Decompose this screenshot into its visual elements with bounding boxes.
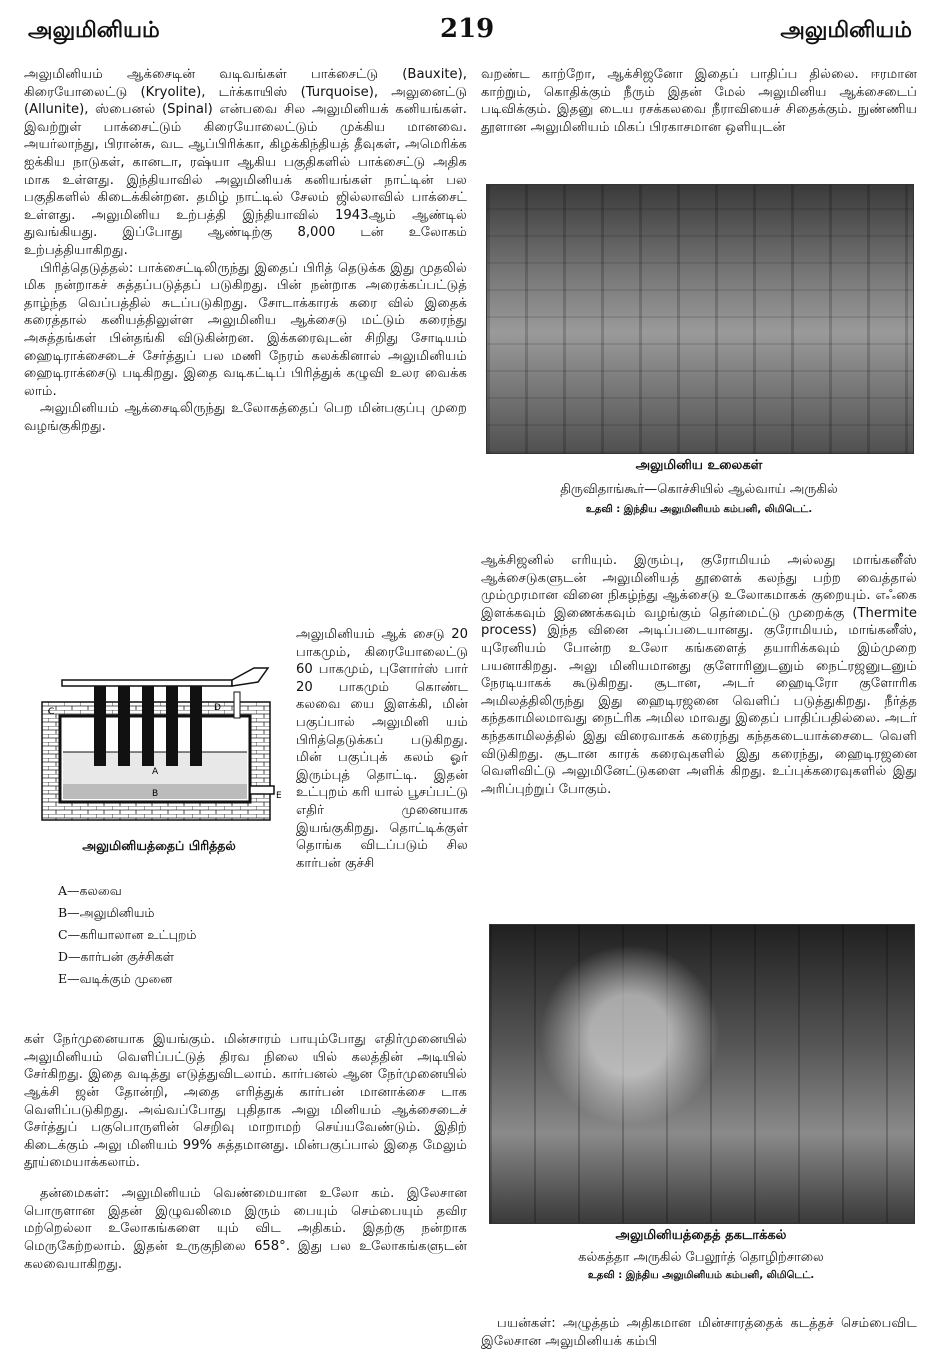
- paragraph-reactions: ஆக்சிஜனில் எரியும். இரும்பு, குரோமியம் அல்லது மாங்கனீஸ் ஆக்சைடுகளுடன் அலுமினியத் தூளைக் கலந்து பற்ற வைத்தால் மும்முரமான வினை நிகழ்ந்து ஆக்சைடு உலோகமாகக் குறையும். எஃகை இளக்கவும் இணைக்கவும் வழங்கும் தெர்மைட்டு முறைக்கு (Thermite process) இந்த வினை அடிப்படையானது. குரோமியம், மாங்கனீஸ், யுரேனியம் போன்ற உலோ கங்களைத் தயாரிக்கவும் இம்முறை பயனாகிறது. அலு மினியமானது குளோரினுடனும் நைட்ரஜனுடனும் நேரடியாகக் கூடுகிறது. சூடான, அடர் ஹைடிரோ குளோரிக அமிலத்திலிருந்து இது ஹைடிரஜனை வெளிப் படுத்துகிறது. நீர்த்த கந்தகாமிலமாவது நைட்ரிக அமில மாவது இதைப் பாதிப்பதில்லை. அடர் கந்தகாமிலத்தில் இது விரைவாகக் கரைந்து கந்தகடையாக்சைடை வெளி விடுகிறது. சூடான காரக் கரைவுகளில் இது கரைந்து, ஹைடிரஜனை வெளிவிட்டு அலுமினேட்டுகளை அளிக் கிறது. உப்புக்கரைவுகளில் இது அரிப்புற்றுப் போகும்.: [481, 553, 917, 797]
- running-title-right: அலுமினியம்: [780, 18, 912, 43]
- diagram-label-c: C: [48, 707, 55, 717]
- page-header: [0, 14, 942, 54]
- photo1-credit: உதவி : இந்திய அலுமினியம் கம்பனி, லிமிடெட்.: [585, 504, 813, 515]
- right-column-middle: [481, 552, 917, 798]
- diagram-legend: [58, 880, 196, 990]
- left-column-lower: [24, 1018, 467, 1286]
- diagram-label-d: D: [214, 703, 221, 713]
- rolling-photo: [489, 924, 915, 1224]
- paragraph-properties: தன்மைகள்: அலுமினியம் வெண்மையான உலோ கம். இலேசான பொருளான இதன் இழுவலிமை இரும் பையும் செம்பையும் தவிர மற்றெல்லா உலோகங்களை யும் விட அதிகம். இதற்கு நன்றாக மெருகேற்றலாம். இதன் உருகுநிலை 658°. இது பல உலோகங்களுடன் கலவையாகிறது.: [24, 1186, 467, 1272]
- paragraph-electrolysis-narrow: அலுமினியம் ஆக் சைடு 20 பாகமும், கிரையோலைட்டு 60 பாகமும், புளோர்ஸ் பார் 20 பாகமும் கொண்ட கலவை யை இளக்கி, மின் பகுப்பால் அலுமினி யம் பிரித்தெடுக்கப் படுகிறது. மின் பகுப்புக் கலம் ஓர் இரும்புத் தொட்டி. இதன் உட்புறம் கரி யால் பூசப்பட்டு எதிர் முனையாக இயங்குகிறது. தொட்டிக்குள் தொங்க விடப்படும் சில கார்பன் குச்சி: [296, 627, 468, 871]
- photo2-title: அலுமினியத்தைத் தகடாக்கல்: [615, 1228, 787, 1243]
- furnace-photo: [486, 184, 914, 454]
- legend-item: B—அலுமினியம்: [58, 905, 155, 920]
- legend-item: E—வடிக்கும் முனை: [58, 971, 173, 986]
- paragraph-corrosion: வறண்ட காற்றோ, ஆக்சிஜனோ இதைப் பாதிப்ப தில்லை. ஈரமான காற்றும், கொதிக்கும் நீரும் இதன் மேல் அலுமினிய ஆக்சைடைப் படிவிக்கும். இதனு டைய ரசக்கலவை நீராவியைச் சிதைக்கும். நுண்ணிய தூளான அலுமினியம் மிகப் பிரகாசமான ஒளியுடன்: [481, 67, 917, 135]
- electrolysis-cell-diagram: [32, 662, 284, 826]
- paragraph-electrolysis-intro: அலுமினியம் ஆக்சைடிலிருந்து உலோகத்தைப் பெற மின்பகுப்பு முறை வழங்குகிறது.: [24, 401, 467, 434]
- photo2-credit: உதவி : இந்திய அலுமினியம் கம்பனி, லிமிடெட்.: [587, 1270, 815, 1281]
- paragraph-uses: பயன்கள்: அழுத்தம் அதிகமான மின்சாரத்தைக் கடத்தச் செம்பைவிட இலேசான அலுமினியக் கம்பி: [481, 1316, 917, 1349]
- legend-item: D—கார்பன் குச்சிகள்: [58, 949, 174, 964]
- photo1-title: அலுமினிய உலைகள்: [635, 458, 763, 473]
- photo1-subtitle: திருவிதாங்கூர்—கொச்சியில் ஆல்வாய் அருகில்: [560, 482, 838, 497]
- right-column-bottom: [481, 1302, 917, 1364]
- paragraph-ores: அலுமினியம் ஆக்சைடின் வடிவங்கள் பாக்சைட்டு (Bauxite), கிரையோலைட்டு (Kryolite), டர்க்காயிஸ் (Turquoise), அலுனைட்டு (Allunite), ஸ்பைனல் (Spinal) என்பவை சில அலுமினியக் கனியங்கள். இவற்றுள் பாக்சைட்டும் கிரையோலைட்டும் முக்கிய மானவை. அயர்லாந்து, பிரான்சு, வட ஆப்பிரிக்கா, கிழக்கிந்தியத் தீவுகள், அமெரிக்க ஐக்கிய நாடுகள், கானடா, ரஷ்யா ஆகிய பகுதிகளில் பாக்சைட்டு அதிக மாக உள்ளது. இந்தியாவில் அலுமினியக் கனியங்கள் நாட்டின் பல பகுதிகளில் கிடைக்கின்றன. தமிழ் நாட்டில் சேலம் ஜில்லாவில் பாக்சைட் உள்ளது. அலுமினிய உற்பத்தி இந்தியாவில் 1943ஆம் ஆண்டில் துவங்கியது. இப்போது ஆண்டிற்கு 8,000 டன் உலோகம் உற்பத்தியாகிறது.: [24, 67, 467, 258]
- diagram-label-b: B: [152, 789, 159, 799]
- left-column: [24, 66, 467, 435]
- legend-item: C—கரியாலான உட்புறம்: [58, 927, 197, 942]
- legend-item: A—கலவை: [58, 883, 122, 898]
- diagram-label-e: E: [276, 791, 282, 801]
- diagram-label-a: A: [152, 767, 159, 777]
- paragraph-electrolysis-continued: கள் நேர்முனையாக இயங்கும். மின்சாரம் பாயும்போது எதிர்முனையில் அலுமினியம் வெளிப்பட்டுத் திரவ நிலை யில் கலத்தின் அடியில் சேர்கிறது. இதை வடித்து எடுத்துவிடலாம். கார்பனல் ஆன நேர்முனையில் ஆக்சி ஜன் தோன்றி, அதை எரித்துக் கார்பன் மானாக்சை டாக வெளிப்படுகிறது. அவ்வப்போது புதிதாக அலு மினியம் ஆக்சைடைச் சேர்த்துப் பகுபொருளின் செறிவு மாறாமற் செய்யவேண்டும். இதிற் கிடைக்கும் அலு மினியம் 99% சுத்தமானது. மின்பகுப்பால் இதை மேலும் தூய்மையாக்கலாம்.: [24, 1032, 467, 1171]
- diagram-caption: அலுமினியத்தைப் பிரித்தல்: [82, 838, 236, 853]
- photo2-subtitle: கல்கத்தா அருகில் பேலூர்த் தொழிற்சாலை: [578, 1250, 824, 1265]
- right-column-top: [481, 66, 917, 136]
- paragraph-extraction: பிரித்தெடுத்தல்: பாக்சைட்டிலிருந்து இதைப் பிரித் தெடுக்க இது முதலில் மிக நன்றாகச் சுத்தப்படுத்தப் படுகிறது. பின் நன்றாக அரைக்கப்பட்டுத் தாழ்ந்த வெப்பத்தில் சுடப்படுகிறது. சோடாக்காரக் கரை வில் இதைக் கரைத்தால் கனியத்திலுள்ள அலுமினிய ஆக்சைடு மட்டும் கரைந்து அசுத்தங்கள் பின்தங்கி விடுகின்றன. இக்கரைவுடன் சிறிது சோடியம் ஹைடிராக்சைடைச் சேர்த்துப் பல மணி நேரம் கலக்கினால் அலுமினியம் ஹைடிராக்சைடு படிகிறது. இதை வடிகட்டிப் பிரித்துக் கழுவி உலர வைக்க லாம்.: [24, 260, 467, 399]
- running-title-left: அலுமினியம்: [28, 18, 160, 43]
- photo2-caption: [489, 1228, 913, 1282]
- photo1-caption: [486, 458, 912, 516]
- page-number: 219: [440, 14, 495, 44]
